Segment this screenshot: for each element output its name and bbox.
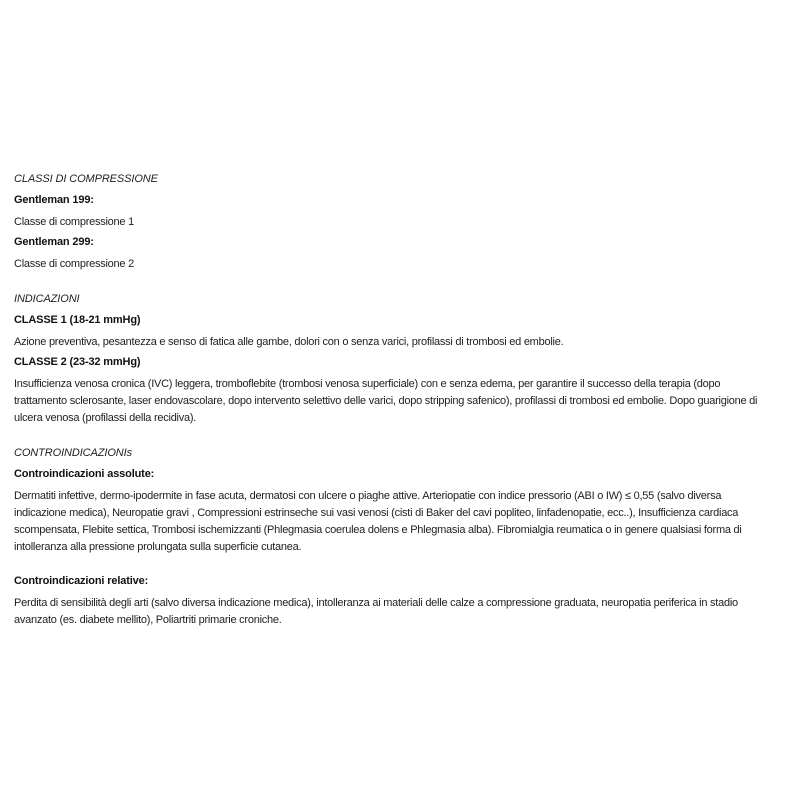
section-indications <box>14 292 771 427</box>
compression-classes-heading: CLASSI DI COMPRESSIONE <box>14 173 158 185</box>
relative-contraindications-text: Perdita di sensibilità degli arti (salvo diversa indicazione medica), intolleranza ai materiali delle calze a compressione graduata, neuropatia periferica in stadio avanzato (es. diabete mellito), Poliartriti primarie croniche. <box>14 597 738 626</box>
section-contraindications <box>14 446 771 629</box>
absolute-contraindications-label: Controindicazioni assolute: <box>14 468 155 480</box>
class-2-label: CLASSE 2 (23-32 mmHg) <box>14 356 141 368</box>
gentleman-199-text: Classe di compressione 1 <box>14 216 134 228</box>
relative-contraindications-label: Controindicazioni relative: <box>14 575 149 587</box>
class-1-label: CLASSE 1 (18-21 mmHg) <box>14 314 141 326</box>
indications-heading: INDICAZIONI <box>14 293 80 305</box>
gentleman-299-text: Classe di compressione 2 <box>14 258 134 270</box>
gentleman-199-label: Gentleman 199: <box>14 194 94 206</box>
product-info-document <box>14 172 771 648</box>
contraindications-heading: CONTROINDICAZIONIs <box>14 447 132 459</box>
gentleman-299-label: Gentleman 299: <box>14 236 94 248</box>
absolute-contraindications-text: Dermatiti infettive, dermo-ipodermite in fase acuta, dermatosi con ulcere o piaghe attive. Arteriopatie con indice pressorio (ABI o IW) ≤ 0,55 (salvo diversa indicazione medica), Neuropatie gravi , Compressioni estrinseche sui vasi venosi (cisti di Baker del cavi popliteo, linfadenopatie, ecc..), Insufficienza cardiaca scompensata, Flebite settica, Trombosi ischemizzanti (Phlegmasia coerulea dolens e Phlegmasia alba). Fibromialgia reumatica o in genere qualsiasi forma di intolleranza alla pressione prolungata sulla superficie cutanea. <box>14 490 742 553</box>
class-2-text: Insufficienza venosa cronica (IVC) leggera, tromboflebite (trombosi venosa superficiale) con e senza edema, per garantire il successo della terapia (dopo trattamento sclerosante, laser endovascolare, dopo intervento selettivo delle varici, dopo stripping safenico), profilassi di trombosi ed embolie. Dopo guarigione di ulcera venosa (profilassi della recidiva). <box>14 378 758 424</box>
section-compression-classes <box>14 172 771 273</box>
class-1-text: Azione preventiva, pesantezza e senso di fatica alle gambe, dolori con o senza varici, profilassi di trombosi ed embolie. <box>14 336 564 348</box>
